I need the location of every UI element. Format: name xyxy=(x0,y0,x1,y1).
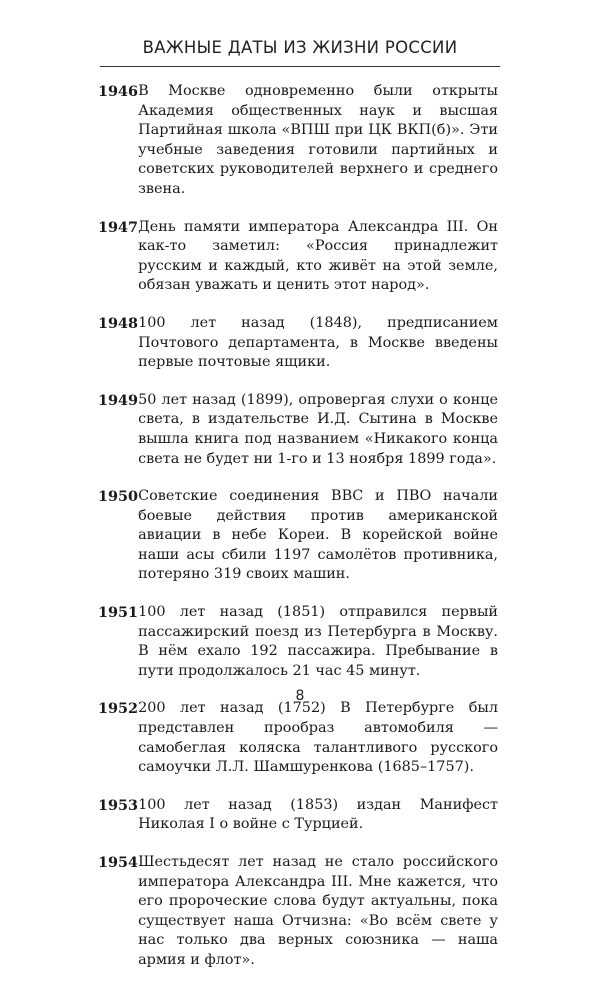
date-entry xyxy=(98,603,498,681)
running-head: ВАЖНЫЕ ДАТЫ ИЗ ЖИЗНИ РОССИИ xyxy=(142,38,458,57)
entry-text: 200 лет назад (1752) В Петербурге был представлен прообраз автомобиля — самобеглая коляска талантливого русского самоучки Л.Л. Шамшуренкова (1685–1757). xyxy=(138,700,498,776)
date-entry xyxy=(98,699,498,777)
date-entries xyxy=(98,82,498,989)
date-entry xyxy=(98,796,498,835)
entry-year: 1949 xyxy=(98,391,139,409)
entry-text: Советские соединения ВВС и ПВО начали боевые действия против американской авиации в небе Кореи. В корейской войне наши асы сбили 1197 самолётов противника, потеряно 319 своих машин. xyxy=(138,488,498,583)
page-number: 8 xyxy=(295,688,305,704)
entry-text: 100 лет назад (1848), предписанием Почтового департамента, в Москве введены первые почтовые ящики. xyxy=(138,314,498,371)
date-entry xyxy=(98,853,498,971)
entry-text: 100 лет назад (1851) отправился первый пассажирский поезд из Петербурга в Москву. В нём ехало 192 пассажира. Пребывание в пути продолжалось 21 час 45 минут. xyxy=(138,604,498,679)
date-entry xyxy=(98,391,498,469)
entry-year: 1950 xyxy=(98,488,139,506)
entry-text: 100 лет назад (1853) издан Манифест Николая I о войне с Турцией. xyxy=(138,796,498,833)
header-rule xyxy=(100,66,500,67)
entry-year: 1952 xyxy=(98,700,139,718)
entry-year: 1946 xyxy=(98,83,139,100)
entry-text: 50 лет назад (1899), опровергая слухи о конце света, в издательстве И.Д. Сытина в Москве вышла книга под названием «Никакого конца света не будет ни 1-го и 13 ноября 1899 года». xyxy=(138,391,498,467)
entry-year: 1947 xyxy=(98,218,139,236)
entry-year: 1951 xyxy=(98,604,139,622)
entry-year: 1948 xyxy=(98,314,139,332)
entry-text: Шестьдесят лет назад не стало российского императора Александра III. Мне кажется, что его пророческие слова будут актуальны, пока существует наша Отчизна: «Во всём свете у нас только два верных союзника — наша армия и флот». xyxy=(138,854,498,968)
date-entry xyxy=(98,314,498,373)
entry-year: 1954 xyxy=(98,854,139,871)
entry-text: В Москве одновременно были открыты Академия общественных наук и высшая Партийная школа «ВПШ при ЦК ВКП(б)». Эти учебные заведения готовили партийных и советских руководителей верхнего и среднего звена. xyxy=(138,83,498,197)
date-entry xyxy=(98,82,498,200)
date-entry xyxy=(98,218,498,296)
date-entry xyxy=(98,487,498,585)
entry-year: 1953 xyxy=(98,796,139,814)
entry-text: День памяти императора Александра III. Он как-то заметил: «Россия принадлежит русским и каждый, кто живёт на этой земле, обязан уважать и ценить этот народ». xyxy=(138,218,498,294)
